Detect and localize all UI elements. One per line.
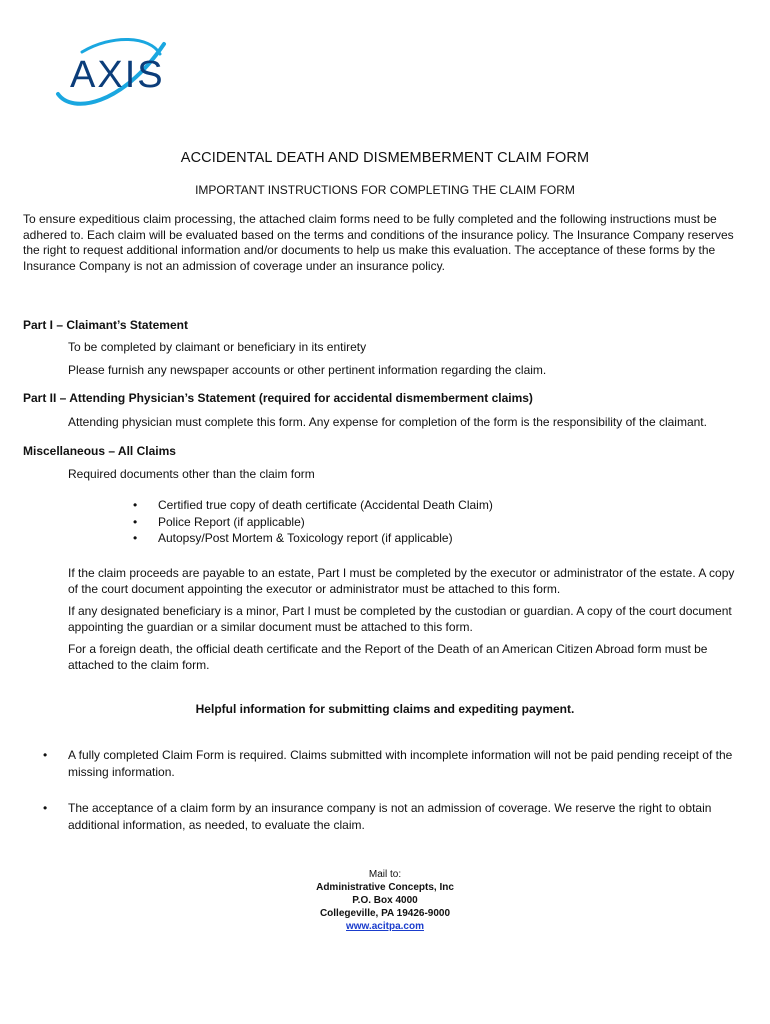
helpful-item-text: A fully completed Claim Form is required. Claims submitted with incomplete information will not be paid pending receipt of the missing information. [68, 748, 733, 779]
part1-line2: Please furnish any newspaper accounts or other pertinent information regarding the claim. [68, 363, 547, 377]
part2-line1: Attending physician must complete this form. Any expense for completion of the form is the responsibility of the claimant. [68, 415, 707, 429]
part1-heading: Part I – Claimant’s Statement [23, 318, 188, 332]
logo-text: AXIS [70, 54, 165, 96]
axis-logo [52, 36, 172, 110]
instructions-subtitle: IMPORTANT INSTRUCTIONS FOR COMPLETING THE CLAIM FORM [195, 183, 575, 197]
foreign-death-paragraph: For a foreign death, the official death certificate and the Report of the Death of an American Citizen Abroad form must be attached to the claim form. [68, 642, 708, 672]
mail-pobox: P.O. Box 4000 [352, 895, 418, 906]
helpful-item-text: The acceptance of a claim form by an insurance company is not an admission of coverage. We reserve the right to obtain additional information, as needed, to evaluate the claim. [68, 801, 712, 832]
mail-label: Mail to: [368, 869, 402, 880]
misc-line1: Required documents other than the claim form [68, 467, 315, 481]
part2-heading: Part II – Attending Physician’s Statement (required for accidental dismemberment claims) [23, 391, 533, 405]
part1-line1: To be completed by claimant or beneficiary in its entirety [68, 340, 367, 354]
bullet-icon: • [43, 801, 48, 815]
required-documents-list [130, 497, 493, 547]
list-item: • Autopsy/Post Mortem & Toxicology report (if applicable) [130, 530, 493, 547]
form-title: ACCIDENTAL DEATH AND DISMEMBERMENT CLAIM FORM [180, 150, 590, 166]
list-item: • Police Report (if applicable) [130, 514, 493, 531]
misc-heading: Miscellaneous – All Claims [23, 444, 176, 458]
mailing-address [0, 868, 770, 933]
bullet-icon: • [43, 748, 48, 762]
mail-company: Administrative Concepts, Inc [316, 882, 454, 893]
estate-paragraph: If the claim proceeds are payable to an estate, Part I must be completed by the executor or administrator of the estate. A copy of the court document appointing the executor or administrator must be attached to this form. [68, 566, 735, 596]
intro-paragraph: To ensure expeditious claim processing, the attached claim forms need to be fully completed and the following instructions must be adhered to. Each claim will be evaluated based on the terms and conditions of the insurance policy. The Insurance Company reserves the right to request additional information and/or documents to help us make this evaluation. The acceptance of these forms by the Insurance Company is not an admission of coverage under an insurance policy. [23, 212, 734, 273]
helpful-heading: Helpful information for submitting claims and expediting payment. [195, 702, 575, 716]
minor-paragraph: If any designated beneficiary is a minor, Part I must be completed by the custodian or guardian. A copy of the court document appointing the guardian or a similar document must be attached to this form. [68, 604, 732, 634]
website-link[interactable]: www.acitpa.com [346, 921, 424, 932]
mail-city: Collegeville, PA 19426-9000 [319, 908, 451, 919]
list-item: • Certified true copy of death certificate (Accidental Death Claim) [130, 497, 493, 514]
